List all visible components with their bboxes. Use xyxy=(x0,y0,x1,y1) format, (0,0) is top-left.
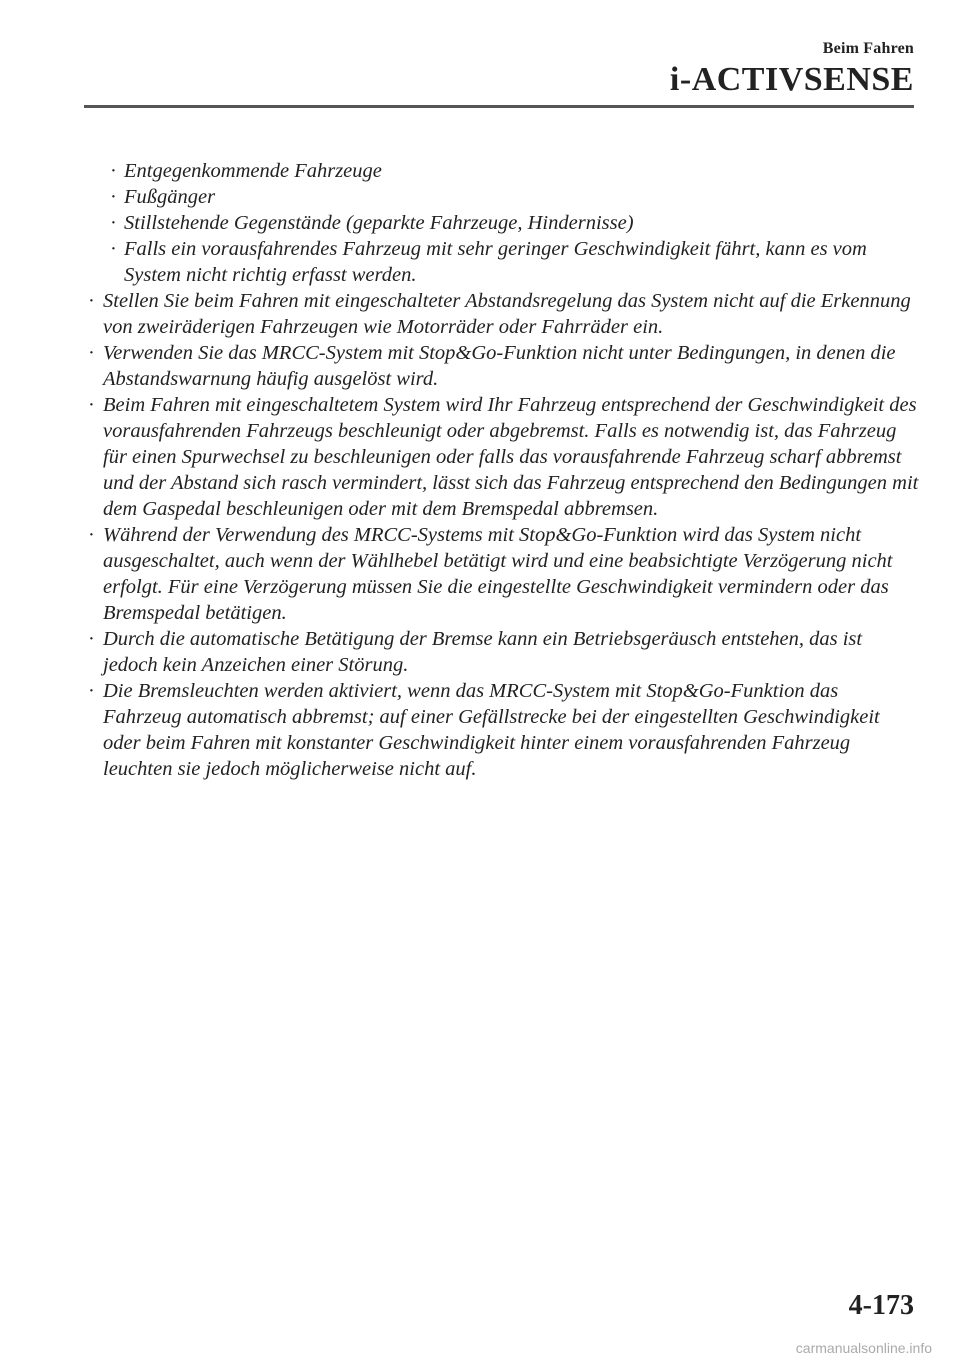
list-item xyxy=(84,678,920,782)
document-body xyxy=(84,158,920,782)
bullet-icon: · xyxy=(88,290,95,312)
list-item-text: Stellen Sie beim Fahren mit eingeschalteter Abstandsregelung das System nicht auf die Erkennung von zweiräderigen Fahrzeugen wie Motorräder oder Fahrräder ein. xyxy=(103,290,911,338)
list-item-text: Während der Verwendung des MRCC-Systems mit Stop&Go-Funktion wird das System nicht ausgeschaltet, auch wenn der Wählhebel betätigt wird und eine beabsichtigte Verzögerung nicht erfolgt. Für eine Verzögerung müssen Sie die eingestellte Geschwindigkeit vermindern oder das Bremspedal betätigen. xyxy=(103,524,893,624)
bullet-icon: · xyxy=(110,212,117,234)
bullet-icon: · xyxy=(88,394,95,416)
list-item-text: Die Bremsleuchten werden aktiviert, wenn das MRCC-System mit Stop&Go-Funktion das Fahrzeug automatisch abbremst; auf einer Gefällstrecke bei der eingestellten Geschwindigkeit oder beim Fahren mit konstanter Geschwindigkeit hinter einem vorausfahrenden Fahrzeug leuchten sie jedoch möglicherweise nicht auf. xyxy=(103,680,880,780)
bullet-icon: · xyxy=(88,524,95,546)
sub-list-item xyxy=(84,184,920,210)
sub-list-item-text: Fußgänger xyxy=(124,186,216,208)
page-number: 4-173 xyxy=(848,1290,914,1321)
list-item-text: Durch die automatische Betätigung der Bremse kann ein Betriebsgeräusch entstehen, das ist jedoch kein Anzeichen einer Störung. xyxy=(103,628,863,676)
sub-list-item xyxy=(84,236,920,288)
chapter-title: i-ACTIVSENSE xyxy=(669,61,914,98)
bullet-icon: · xyxy=(88,680,95,702)
watermark: carmanualsonline.info xyxy=(795,1340,932,1356)
sub-list-item xyxy=(84,210,920,236)
bullet-icon: · xyxy=(88,342,95,364)
section-title: Beim Fahren xyxy=(822,40,914,57)
list-item-text: Beim Fahren mit eingeschaltetem System wird Ihr Fahrzeug entsprechend der Geschwindigkeit des vorausfahrenden Fahrzeugs beschleunigt oder abgebremst. Falls es notwendig ist, das Fahrzeug für einen Spurwechsel zu beschleunigen oder falls das vorausfahrende Fahrzeug scharf abbremst und der Abstand sich rasch vermindert, lässt sich das Fahrzeug entsprechend den Bedingungen mit dem Gaspedal beschleunigen oder mit dem Bremspedal abbremsen. xyxy=(103,394,919,520)
sub-list-item xyxy=(84,158,920,184)
sub-list-item-text: Stillstehende Gegenstände (geparkte Fahrzeuge, Hindernisse) xyxy=(124,212,634,234)
list-item xyxy=(84,288,920,340)
header-divider xyxy=(84,105,914,108)
list-item xyxy=(84,392,920,522)
bullet-icon: · xyxy=(110,160,117,182)
list-item-text: Verwenden Sie das MRCC-System mit Stop&Go-Funktion nicht unter Bedingungen, in denen die Abstandswarnung häufig ausgelöst wird. xyxy=(103,342,896,390)
bullet-icon: · xyxy=(110,238,117,260)
list-item xyxy=(84,340,920,392)
list-item xyxy=(84,522,920,626)
sub-list-item-text: Entgegenkommende Fahrzeuge xyxy=(124,160,382,182)
sub-list-item-text: Falls ein vorausfahrendes Fahrzeug mit sehr geringer Geschwindigkeit fährt, kann es vom System nicht richtig erfasst werden. xyxy=(124,238,867,286)
bullet-icon: · xyxy=(110,186,117,208)
list-item xyxy=(84,626,920,678)
bullet-icon: · xyxy=(88,628,95,650)
